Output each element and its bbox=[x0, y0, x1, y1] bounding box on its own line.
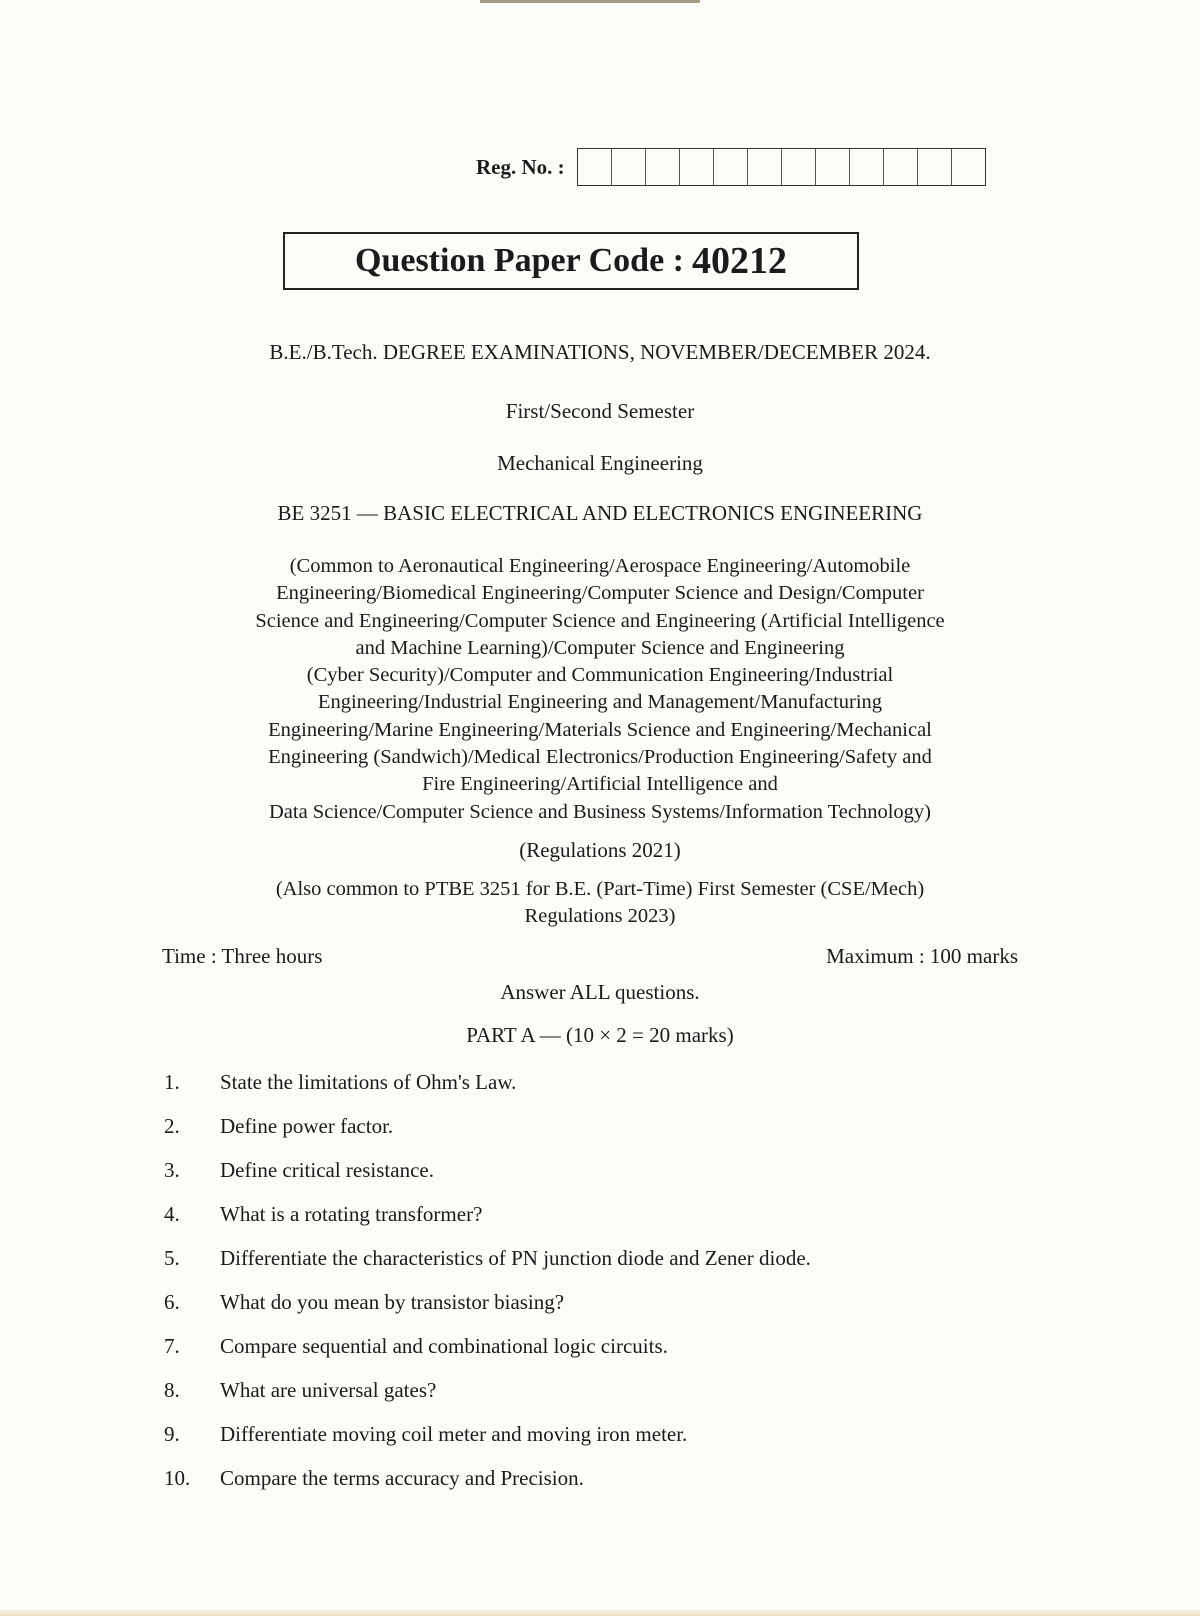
question-text: Compare sequential and combinational logic circuits. bbox=[220, 1334, 668, 1358]
question-item bbox=[164, 1422, 1064, 1466]
reg-no-box bbox=[782, 149, 816, 185]
reg-no-label: Reg. No. : bbox=[476, 154, 565, 179]
exam-title: B.E./B.Tech. DEGREE EXAMINATIONS, NOVEMBER/DECEMBER 2024. bbox=[269, 340, 931, 364]
question-list bbox=[164, 1070, 1064, 1510]
common-to-block bbox=[150, 553, 1050, 826]
paper-code-number: 40212 bbox=[691, 240, 787, 282]
question-number: 4. bbox=[164, 1202, 180, 1226]
question-number: 8. bbox=[164, 1378, 180, 1402]
common-to-line: (Common to Aeronautical Engineering/Aerospace Engineering/Automobile bbox=[289, 555, 911, 577]
question-number: 5. bbox=[164, 1246, 180, 1270]
regulations: (Regulations 2021) bbox=[519, 838, 681, 862]
question-item bbox=[164, 1070, 1064, 1114]
semester: First/Second Semester bbox=[505, 399, 695, 423]
paper-code-label: Question Paper Code : bbox=[355, 242, 684, 279]
reg-no-row bbox=[476, 148, 986, 186]
time-allowed: Time : Three hours bbox=[162, 944, 323, 968]
reg-no-box bbox=[850, 149, 884, 185]
question-item bbox=[164, 1246, 1064, 1290]
part-a-heading: PART A — (10 × 2 = 20 marks) bbox=[466, 1023, 734, 1047]
question-item bbox=[164, 1466, 1064, 1510]
question-item bbox=[164, 1158, 1064, 1202]
question-item bbox=[164, 1202, 1064, 1246]
department: Mechanical Engineering bbox=[497, 451, 703, 475]
question-number: 6. bbox=[164, 1290, 180, 1314]
reg-no-box bbox=[816, 149, 850, 185]
question-text: What is a rotating transformer? bbox=[220, 1202, 483, 1226]
common-to-line: Engineering (Sandwich)/Medical Electronics/Production Engineering/Safety and bbox=[268, 746, 932, 769]
common-to-line: and Machine Learning)/Computer Science and Engineering bbox=[355, 636, 845, 659]
question-text: What are universal gates? bbox=[220, 1378, 437, 1402]
reg-no-box bbox=[612, 149, 646, 185]
common-to-line: Fire Engineering/Artificial Intelligence and bbox=[422, 773, 778, 796]
question-number: 9. bbox=[164, 1422, 180, 1446]
reg-no-box bbox=[748, 149, 782, 185]
question-text: Differentiate the characteristics of PN junction diode and Zener diode. bbox=[220, 1246, 811, 1270]
reg-no-box bbox=[646, 149, 680, 185]
question-item bbox=[164, 1378, 1064, 1422]
reg-no-boxes bbox=[577, 148, 986, 186]
scan-edge-top bbox=[480, 0, 700, 3]
question-item bbox=[164, 1290, 1064, 1334]
reg-no-box bbox=[952, 149, 985, 185]
question-text: Define power factor. bbox=[220, 1114, 394, 1138]
question-item bbox=[164, 1334, 1064, 1378]
question-text: Compare the terms accuracy and Precision. bbox=[220, 1466, 584, 1490]
common-to-line: Science and Engineering/Computer Science and Engineering (Artificial Intelligence bbox=[255, 609, 945, 632]
question-number: 10. bbox=[164, 1466, 191, 1490]
question-number: 1. bbox=[164, 1070, 180, 1094]
question-text: Differentiate moving coil meter and moving iron meter. bbox=[220, 1422, 688, 1446]
question-text: What do you mean by transistor biasing? bbox=[220, 1290, 565, 1314]
reg-no-box bbox=[884, 149, 918, 185]
question-paper-code bbox=[283, 232, 859, 290]
reg-no-box bbox=[714, 149, 748, 185]
common-to-line: Engineering/Marine Engineering/Materials Science and Engineering/Mechanical bbox=[268, 718, 932, 741]
scan-edge-bottom bbox=[0, 1610, 1200, 1616]
question-item bbox=[164, 1114, 1064, 1158]
time-marks-row bbox=[162, 944, 1018, 969]
common-to-line: (Cyber Security)/Computer and Communication Engineering/Industrial bbox=[306, 664, 894, 687]
also-common-line: Regulations 2023) bbox=[524, 905, 676, 927]
question-number: 7. bbox=[164, 1334, 180, 1358]
reg-no-box bbox=[918, 149, 952, 185]
reg-no-box bbox=[680, 149, 714, 185]
question-text: State the limitations of Ohm's Law. bbox=[220, 1070, 517, 1094]
question-number: 2. bbox=[164, 1114, 180, 1138]
reg-no-box bbox=[578, 149, 612, 185]
question-number: 3. bbox=[164, 1158, 180, 1182]
common-to-line: Engineering/Biomedical Engineering/Computer Science and Design/Computer bbox=[276, 582, 924, 605]
common-to-line: Data Science/Computer Science and Business Systems/Information Technology) bbox=[268, 800, 932, 823]
common-to-line: Engineering/Industrial Engineering and Management/Manufacturing bbox=[317, 691, 883, 714]
question-text: Define critical resistance. bbox=[220, 1158, 434, 1182]
instruction: Answer ALL questions. bbox=[500, 980, 700, 1004]
maximum-marks: Maximum : 100 marks bbox=[826, 944, 1018, 968]
also-common-line: (Also common to PTBE 3251 for B.E. (Part-Time) First Semester (CSE/Mech) bbox=[275, 878, 925, 900]
subject-title: BE 3251 — BASIC ELECTRICAL AND ELECTRONICS ENGINEERING bbox=[277, 501, 923, 525]
also-common-block bbox=[150, 876, 1050, 930]
